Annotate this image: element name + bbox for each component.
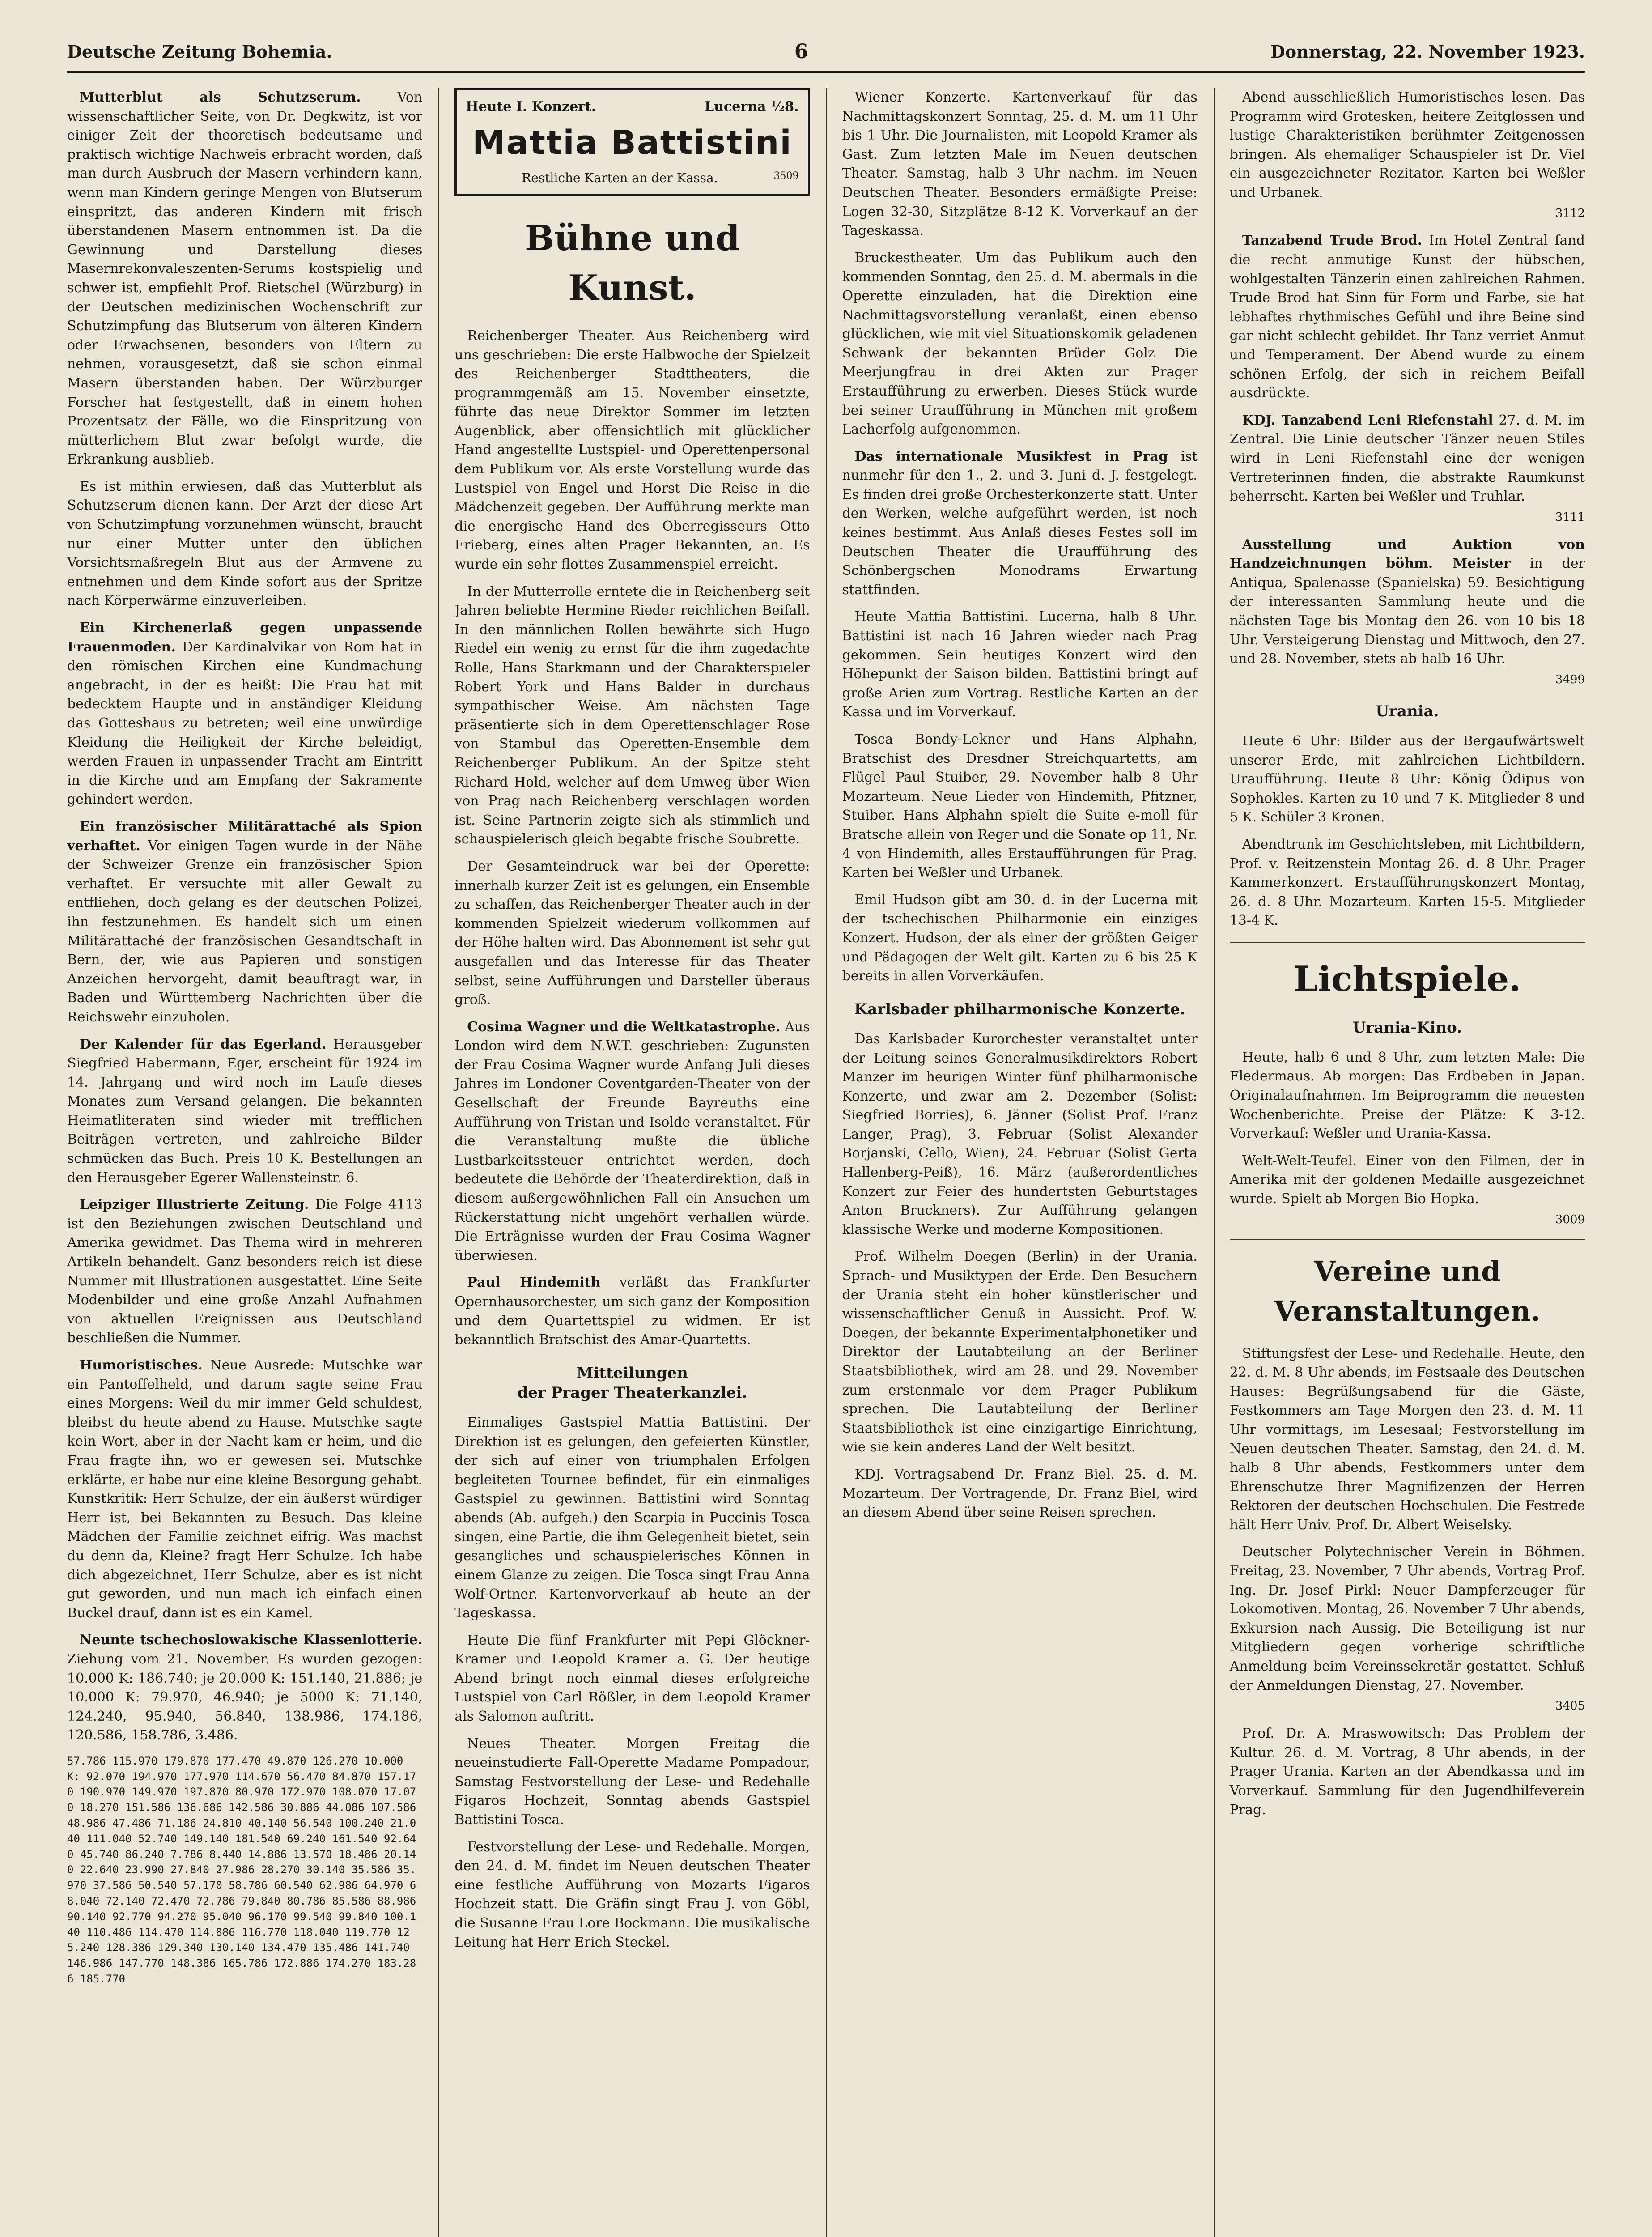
section-subheading-kino: Urania-Kino. <box>1352 1018 1462 1037</box>
article: Emil Hudson gibt am 30. d. in der Lucerna mit der tschechischen Philharmonie ein einziges Konzert. Hudson, der als einer der größten Geiger und Pädagogen der Welt gilt. Karten zu 6 bis 25 K bereits in allen Vorverkäufen. <box>842 892 1198 984</box>
ad-artist-name: Mattia Battistini <box>472 123 792 162</box>
article: Heute Die fünf Frankfurter mit Pepi Glöckner-Kramer und Leopold Kramer a. G. Der heutige Abend bringt noch einmal dieses erfolgreiche Lustspiel von Carl Rößler, in dem Leopold Kramer als Salomon auftritt. <box>454 1632 810 1725</box>
article: Ausstellung und Auktion von Handzeichnungen böhm. Meister in der Antiqua, Spalenasse (Spanielska) 59. Besichtigung der interessanten Sammlung heute und die nächsten Tage bis Montag den 26. von 10 bis 18 Uhr. Versteigerung Dienstag und Mittwoch, den 27. und 28. November, stets ab halb 16 Uhr. <box>1229 536 1585 667</box>
masthead <box>67 40 1585 73</box>
page-number: 6 <box>794 40 808 63</box>
article: In der Mutterrolle erntete die in Reichenberg seit Jahren beliebte Hermine Rieder reichlichen Beifall. In den männlichen Rollen bewährte sich Hugo Riedel ein wenig zu ernst für die ihm zugedachte Rolle, Hans Starkmann und der Charakterspieler Robert York und Hans Balder in durchaus sympathischer Weise. Am nächsten Tage präsentierte sich in dem Operettenschlager Rose von Stambul das Operetten-Ensemble dem Reichenberger Publikum. An der Spitze steht Richard Hold, welcher auf dem Umweg über Wien von Prag nach Reichenberg verschlagen worden ist. Seine Partnerin zeigte sich als stimmlich und schauspielerisch gleich begabte frische Soubrette. <box>454 583 810 847</box>
section-heading-urania: Urania. <box>1376 702 1439 720</box>
divider <box>1230 942 1585 943</box>
ad-venue: Lucerna ½8. <box>705 99 799 115</box>
article: KDJ. Vortragsabend Dr. Franz Biel. 25. d. M. Mozarteum. Der Vortragende, Dr. Franz Biel, wird an diesem Abend über seine Reisen sprechen. <box>842 1466 1198 1521</box>
article: Abend ausschließlich Humoristisches lesen. Das Programm wird Grotesken, heitere Zeitglossen und lustige Charakteristiken berühmter Zeitgenossen bringen. Als ehemaliger Schauspieler ist Dr. Viel ein ausgezeichneter Rezitator. Karten bei Weßler und Urbanek. <box>1229 89 1585 200</box>
section-heading-philharmonie: Karlsbader philharmonische Konzerte. <box>854 1000 1185 1018</box>
article: Heute 6 Uhr: Bilder aus der Bergaufwärtswelt unserer Erde, mit zahlreichen Lichtbildern. Uraufführung. Heute 8 Uhr: König Ödipus von Sophokles. Karten zu 10 und 7 K. Mitglieder 8 und 5 K. Schüler 3 Kronen. <box>1229 733 1585 825</box>
article: Ein französischer Militärattaché als Spion verhaftet. Vor einigen Tagen wurde in der Nähe der Schweizer Grenze ein französischer Spion verhaftet. Er versuchte mit aller Gewalt zu entfliehen, doch gelang es der deutschen Polizei, ihn festzunehmen. Es handelt sich um einen Militärattaché der französischen Gesandtschaft in Bern, der, wie aus Papieren und sonstigen Anzeichen hervorgeht, damit beauftragt war, in Baden und Württemberg Nachrichten über die Reichswehr einzuholen. <box>67 818 423 1025</box>
article: Einmaliges Gastspiel Mattia Battistini. Der Direktion ist es gelungen, den gefeierten Künstler, der sich auf einer von triumphalen Erfolgen begleiteten Tournee befindet, für ein einmaliges Gastspiel zu gewinnen. Battistini wird Sonntag abends (Ab. aufgeh.) den Scarpia in Puccinis Tosca singen, eine Partie, die ihm Gelegenheit bietet, sein gesangliches und schauspielerisches Können in einem Glanze zu zeigen. Die Tosca singt Frau Anna Wolf-Ortner. Kartenvorverkauf ab heute an der Tageskassa. <box>454 1415 810 1621</box>
article: Neunte tschechoslowakische Klassenlotterie. Ziehung vom 21. November. Es wurden gezogen: 10.000 K: 186.740; je 20.000 K: 151.140, 21.886; je 10.000 K: 79.970, 46.940; je 5000 K: 71.140, 124.240, 95.940, 56.840, 138.986, 174.186, 120.586, 158.786, 3.486. <box>67 1632 423 1744</box>
article: Reichenberger Theater. Aus Reichenberg wird uns geschrieben: Die erste Halbwoche der Spielzeit des Reichenberger Stadttheaters, die programmgemäß am 15. November einsetzte, führte das neue Direktor Sommer im letzten Augenblick, aber offensichtlich mit glücklicher Hand angestellte Lustspiel- und Operettenpersonal dem Publikum vor. Als erste Vorstellung wurde das Lustspiel von Engel und Horst Die Reise in die Mädchenzeit gegeben. Der Aufführung merkte man die energische Hand des Oberregisseurs Otto Frieberg, eines alten Prager Bekannten, an. Es wurde ein sehr flottes Zusammenspiel erreicht. <box>454 327 810 573</box>
article: KDJ. Tanzabend Leni Riefenstahl 27. d. M. im Zentral. Die Linie deutscher Tänzer neuen Stiles wird in Leni Riefenstahl eine der wenigen Vertreterinnen finden, die abstrakte Raumkunst beherrscht. Karten bei Weßler und Truhlar. <box>1229 412 1585 505</box>
ad-code: 3499 <box>1555 672 1585 686</box>
section-heading-buehne: Bühne und Kunst. <box>524 218 740 309</box>
lottery-numbers: 57.786 115.970 179.870 177.470 49.870 126.270 10.000 K: 92.070 194.970 177.970 114.670 56.470 84.870 157.170 190.970 149.970 197.870 80.970 172.970 108.070 17.070 18.270 151.586 136.686 142.586 30.886 44.086 107.586 48.986 47.486 71.186 24.810 40.140 56.540 100.240 21.040 111.040 52.740 149.140 181.540 69.240 161.540 92.640 45.740 86.240 7.786 8.440 14.886 13.570 18.486 20.140 22.640 23.990 27.840 27.986 28.270 30.140 35.586 35.970 37.586 50.540 57.170 58.786 60.540 62.986 64.970 68.040 72.140 72.470 72.786 79.840 80.786 85.586 88.986 90.140 92.770 94.270 95.040 96.170 99.540 99.840 100.140 110.486 114.470 114.886 116.770 118.040 119.770 125.240 128.386 129.340 130.140 134.470 135.486 141.740 146.986 147.770 148.386 165.786 172.886 174.270 183.286 185.770 <box>67 1754 416 1986</box>
ad-tickets: Restliche Karten an der Kassa. <box>522 170 718 185</box>
article: Leipziger Illustrierte Zeitung. Die Folge 4113 ist den Beziehungen zwischen Deutschland und Amerika gewidmet. Das Thema wird in mehreren Artikeln behandelt. Ganz besonders reich ist diese Nummer mit Illustrationen ausgestattet. Eine Seite Modenbilder und eine große Anzahl Aufnahmen von aktuellen Ereignissen aus Deutschland beschließen die Nummer. <box>67 1197 423 1346</box>
article: Heute, halb 6 und 8 Uhr, zum letzten Male: Die Fledermaus. Ab morgen: Das Erdbeben in Japan. Originalaufnahmen. Im Beiprogramm die neuesten Wochenberichte. Preise der Plätze: K 3-12. Vorverkauf: Weßler und Urania-Kassa. <box>1229 1049 1585 1142</box>
article: Bruckestheater. Um das Publikum auch den kommenden Sonntag, den 25. d. M. abermals in die Operette einzuladen, hat die Direktion eine Nachmittagsvorstellung veranlaßt, einen ebenso glücklichen, wie mit viel Situationskomik geladenen Schwank der bekannten Brüder Golz Die Meerjungfrau in drei Akten zur Prager Erstaufführung zu erwerben. Dieses Stück wurde bei seiner Uraufführung in München mit großem Lacherfolg aufgenommen. <box>842 250 1198 438</box>
article: Prof. Wilhelm Doegen (Berlin) in der Urania. Sprach- und Musiktypen der Erde. Den Besuchern der Urania steht ein hoher künstlerischer und wissenschaftlicher Genuß in Aussicht. Prof. W. Doegen, der bekannte Experimentalphonetiker und Direktor der Lautabteilung an der Berliner Staatsbibliothek, wird am 28. und 29. November zum erstenmale vor dem Prager Publikum sprechen. Die Lautabteilung der Berliner Staatsbibliothek ist eine einzigartige Einrichtung, wie sie kein anderes Land der Welt besitzt. <box>842 1249 1198 1455</box>
ad-code: 3509 <box>773 170 799 182</box>
section-heading-lichtspiele: Lichtspiele. <box>1293 958 1521 999</box>
article: Ein Kirchenerlaß gegen unpassende Frauenmoden. Der Kardinalvikar von Rom hat in den römischen Kirchen eine Kundmachung angebracht, in der es heißt: Die Frau hat mit bedecktem Haupte und in anständiger Kleidung das Gotteshaus zu betreten; weil eine unwürdige Kleidung die Heiligkeit der Kirche beleidigt, werden Frauen in unpassender Tracht am Eintritt in die Kirche und am Empfang der Sakramente gehindert werden. <box>67 620 423 808</box>
article: Tanzabend Trude Brod. Im Hotel Zentral fand die recht anmutige Kunst der hübschen, wohlgestalten Tänzerin einen zahlreichen Rahmen. Trude Brod hat Sinn für Form und Farbe, sie hat lebhaftes rhythmisches Gefühl und ihre Beine sind gar nicht schlecht gebildet. Ihr Tanz verriet Anmut und Temperament. Der Abend wurde zu einem schönen Erfolg, der sich in reichem Beifall ausdrückte. <box>1229 233 1585 401</box>
article: Das Karlsbader Kurorchester veranstaltet unter der Leitung seines Generalmusikdirektors Robert Manzer im heurigen Winter fünf philharmonische Konzerte, und zwar am 2. Dezember (Solist: Siegfried Borries), 6. Jänner (Solist Prof. Franz Langer, Prag), 3. Februar (Solist Alexander Borjanski, Cello, Wien), 24. Februar (Solist Gerta Hallenberg-Peiß), 16. März (außerordentliches Konzert zur Feier des hundertsten Geburtstages Anton Bruckners). Zur Aufführung gelangen klassische Werke und moderne Kompositionen. <box>842 1031 1198 1238</box>
column-4 <box>1214 88 1585 2237</box>
column-2 <box>438 88 810 2237</box>
article: Der Kalender für das Egerland. Herausgeber Siegfried Habermann, Eger, erscheint für 1924 im 14. Jahrgang und wird noch im Laufe dieses Monates zum Versand gelangen. Die bekannten Heimatliteraten sind wieder mit trefflichen Beiträgen vertreten, und zahlreiche Bilder schmücken das Buch. Preis 10 K. Bestellungen an den Herausgeber Egerer Wallensteinstr. 6. <box>67 1036 423 1186</box>
paper-name: Deutsche Zeitung Bohemia. <box>67 42 332 62</box>
article: Neues Theater. Morgen Freitag die neueinstudierte Fall-Operette Madame Pompadour, Samstag Festvorstellung der Lese- und Redehalle Figaros Hochzeit, Sonntag abends Gastspiel Battistini Tosca. <box>454 1735 810 1828</box>
ad-code: 3405 <box>1555 1699 1585 1713</box>
article: Wiener Konzerte. Kartenverkauf für das Nachmittagskonzert Sonntag, 25. d. M. um 11 Uhr bis 1 Uhr. Die Journalisten, mit Leopold Kramer als Gast. Zum letzten Male im Neuen deutschen Theater. Samstag, halb 3 Uhr nachm. im Neuen Deutschen Theater. Besonders ermäßigte Preise: Logen 32-30, Sitzplätze 8-12 K. Vorverkauf an der Tageskassa. <box>842 89 1198 239</box>
article: Festvorstellung der Lese- und Redehalle. Morgen, den 24. d. M. findet im Neuen deutschen Theater eine festliche Aufführung von Mozarts Figaros Hochzeit statt. Die Gräfin singt Frau J. von Göbl, die Susanne Frau Lore Bockmann. Die musikalische Leitung hat Herr Erich Steckel. <box>454 1839 810 1950</box>
article: Welt-Welt-Teufel. Einer von den Filmen, der in Amerika mit der goldenen Medaille ausgezeichnet wurde. Spielt ab Morgen Bio Hopka. <box>1229 1153 1585 1207</box>
column-3 <box>826 88 1198 2237</box>
article: Heute Mattia Battistini. Lucerna, halb 8 Uhr. Battistini ist nach 16 Jahren wieder nach Prag gekommen. Sein heutiges Konzert wird den Höhepunkt der Saison bilden. Battistini bringt auf große Arien zum Vortrag. Restliche Karten an der Kassa und im Vorverkauf. <box>842 609 1198 720</box>
ad-code: 3112 <box>1555 206 1585 220</box>
article: Prof. Dr. A. Mraswowitsch: Das Problem der Kultur. 26. d. M. Vortrag, 8 Uhr abends, in der Prager Urania. Karten an der Abendkassa und im Vorverkauf. Sammlung für den Jugendhilfeverein Prag. <box>1229 1726 1585 1818</box>
article: Humoristisches. Neue Ausrede: Mutschke war ein Pantoffelheld, und darum sagte seine Frau eines Morgens: Weil du mir immer Geld schuldest, bleibst du heute abend zu Hause. Mutschke sagte kein Wort, aber in der Nacht kam er heim, und die Frau fragte ihn, wo er gewesen sei. Mutschke erklärte, er habe nur eine kleine Besorgung gehabt. Kunstkritik: Herr Schulze, der ein äußerst würdiger Herr ist, bei Bekannten zu Besuch. Das kleine Mädchen der Familie zeichnet eifrig. Was machst du denn da, Kleine? fragt Herr Schulze. Ich habe dich abgezeichnet, Herr Schulze, aber es ist nicht gut geworden, und nun mach ich einfach einen Buckel drauf, dann ist es ein Kamel. <box>67 1357 423 1621</box>
issue-date: Donnerstag, 22. November 1923. <box>1270 42 1585 62</box>
ad-event: Heute I. Konzert. <box>466 99 596 115</box>
columns <box>67 88 1585 2237</box>
concert-advertisement <box>454 88 810 196</box>
article: Der Gesamteindruck war bei der Operette: innerhalb kurzer Zeit ist es gelungen, ein Ensemble zu schaffen, das Reichenberger Theater auch in der kommenden Spielzeit wiederum vollkommen auf der Höhe halten wird. Das Abonnement ist sehr gut ausgefallen und das Interesse für das Theater selbst, seine Aufführungen und Darsteller überaus groß. <box>454 858 810 1008</box>
article: Abendtrunk im Geschichtsleben, mit Lichtbildern, Prof. v. Reitzenstein Montag 26. d. 8 Uhr. Prager Kammerkonzert. Erstaufführungskonzert Montag, 26. d. 8 Uhr. Mozarteum. Karten 15-5. Mitglieder 13-4 K. <box>1229 836 1585 929</box>
section-heading-vereine: Vereine und Veranstaltungen. <box>1274 1255 1541 1327</box>
ad-code: 3111 <box>1555 510 1585 524</box>
divider <box>1230 1239 1585 1240</box>
ad-code: 3009 <box>1555 1212 1585 1226</box>
article: Cosima Wagner und die Weltkatastrophe. Aus London wird dem N.W.T. geschrieben: Zugunsten der Frau Cosima Wagner wurde Anfang Juli dieses Jahres im Londoner Coventgarden-Theater von der Gesellschaft der Freunde Bayreuths eine Aufführung von Tristan und Isolde veranstaltet. Für die Veranstaltung mußte die übliche Lustbarkeitssteuer entrichtet werden, doch bedeutete die Behörde der Theaterdirektion, daß in diesem außergewöhnlichen Fall ein Ansuchen um Rückerstattung nicht ungehört verhallen würde. Die Erträgnisse wurden der Frau Cosima Wagner überwiesen. <box>454 1019 810 1263</box>
section-heading-theaterkanzlei: Mitteilungen der Prager Theaterkanzlei. <box>517 1364 747 1402</box>
article: Das internationale Musikfest in Prag ist nunmehr für den 1., 2. und 3. Juni d. J. festgelegt. Es finden drei große Orchesterkonzerte statt. Unter den Werken, welche aufgeführt werden, ist noch keines bestimmt. Aus Anlaß dieses Festes soll im Deutschen Theater die Uraufführung des Schönbergschen Monodrams Erwartung stattfinden. <box>842 448 1198 598</box>
article: Tosca Bondy-Lekner und Hans Alphahn, Bratschist des Dresdner Streichquartetts, am Flügel Paul Stuiber, 29. November halb 8 Uhr Mozarteum. Neue Lieder von Hindemith, Pfitzner, Stuiber. Hans Alphahn spielt die Suite e-moll für Bratsche allein von Reger und die Sonate op 11, Nr. 4 von Hindemith, alles Erstaufführungen für Prag. Karten bei Weßler und Urbanek. <box>842 731 1198 881</box>
article: Es ist mithin erwiesen, daß das Mutterblut als Schutzserum dienen kann. Der Arzt der diese Art von Schutzimpfung vorzunehmen wünscht, braucht nur einer Mutter unter den üblichen Vorsichtsmaßregeln Blut aus der Armvene zu entnehmen und dem Kinde sofort aus der Spritze nach Körperwärme einzuverleiben. <box>67 478 423 609</box>
column-1 <box>67 88 422 2237</box>
article: Paul Hindemith verläßt das Frankfurter Opernhausorchester, um sich ganz der Komposition und dem Quartettspiel zu widmen. Er ist bekanntlich Bratschist des Amar-Quartetts. <box>454 1275 810 1348</box>
article: Stiftungsfest der Lese- und Redehalle. Heute, den 22. d. M. 8 Uhr abends, im Festsaale des Deutschen Hauses: Begrüßungsabend für die Gäste, Festkommers am Tage Morgen den 23. d. M. 11 Uhr vormittags, im Lesesaal; Festvorstellung im Neuen deutschen Theater. Samstag, den 24. d. M. halb 8 Uhr abends, Festkommers unter dem Ehrenschutze Ihrer Magnifizenzen der Herren Rektoren der deutschen Hochschulen. Die Festrede hält Herr Univ. Prof. Dr. Albert Weiselsky. <box>1229 1345 1585 1533</box>
article: Deutscher Polytechnischer Verein in Böhmen. Freitag, 23. November, 7 Uhr abends, Vortrag Prof. Ing. Dr. Josef Pirkl: Neuer Dampferzeuger für Lokomotiven. Montag, 26. November 7 Uhr abends, Exkursion nach Aussig. Die Beteiligung ist nur Mitgliedern gegen vorherige schriftliche Anmeldung beim Vereinssekretär gestattet. Schluß der Anmeldungen Dienstag, 27. November. <box>1229 1544 1585 1693</box>
article: Mutterblut als Schutzserum. Von wissenschaftlicher Seite, von Dr. Degkwitz, ist vor einiger Zeit der theoretisch bedeutsame und praktisch wichtige Nachweis erbracht worden, daß man durch Ausbruch der Masern verhindern kann, wenn man Kindern geringe Mengen von Blutserum einspritzt, das anderen Kindern mit frisch überstandenen Masern entnommen ist. Da die Gewinnung und Darstellung dieses Masernrekonvaleszenten-Serums kostspielig und schwer ist, empfiehlt Prof. Rietschel (Würzburg) in der Deutschen medizinischen Wochenschrift zur Schutzimpfung das Blutserum von älteren Kindern oder Erwachsenen, besonders von Eltern zu nehmen, vorausgesetzt, daß sie schon einmal Masern überstanden haben. Der Würzburger Forscher hat festgestellt, daß in einem hohen Prozentsatz der Fälle, wo die Einspritzung von mütterlichem Blut zwar befolgt wurde, die Erkrankung ausblieb. <box>67 89 423 468</box>
